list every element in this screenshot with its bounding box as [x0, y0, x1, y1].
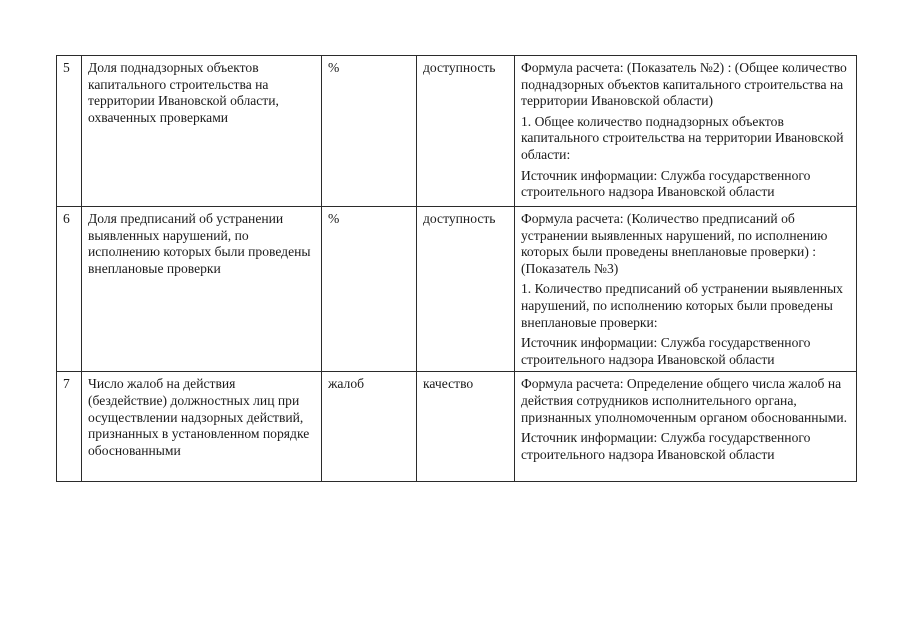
indicator-name: Доля поднадзорных объектов капитального строительства на территории Ивановской области, охваченных проверками [82, 56, 322, 207]
row-number: 5 [57, 56, 82, 207]
row-number: 6 [57, 207, 82, 372]
formula-text: Формула расчета: Определение общего числа жалоб на действия сотрудников исполнительного органа, признанных уполномоченным органом обоснованными. [521, 376, 847, 425]
information-source: Источник информации: Служба государственного строительного надзора Ивановской области [521, 167, 811, 200]
table-row [57, 372, 857, 482]
indicator-name: Доля предписаний об устранении выявленных нарушений, по исполнению которых были проведены внеплановые проверки [82, 207, 322, 372]
calculation-formula [515, 207, 857, 372]
row-number: 7 [57, 372, 82, 482]
information-source: Источник информации: Служба государственного строительного надзора Ивановской области [521, 335, 811, 367]
formula-text: Формула расчета: (Количество предписаний об устранении выявленных нарушений, по исполнению которых были проведены внеплановые проверки) : (Показатель №3) [521, 211, 828, 276]
indicator-type: качество [417, 372, 515, 482]
unit-of-measure: % [322, 207, 417, 372]
table-row [57, 207, 857, 372]
indicator-name: Число жалоб на действия (бездействие) должностных лиц при осуществлении надзорных действий, признанных в установленном порядке обоснованными [82, 372, 322, 482]
formula-text: Формула расчета: (Показатель №2) : (Общее количество поднадзорных объектов капитального строительства на территории Ивановской области) [521, 60, 847, 109]
table-row [57, 56, 857, 207]
calculation-formula [515, 56, 857, 207]
unit-of-measure: % [322, 56, 417, 207]
indicator-type: доступность [417, 56, 515, 207]
indicators-table [56, 55, 857, 482]
formula-component: 1. Количество предписаний об устранении выявленных нарушений, по исполнению которых были проведены внеплановые проверки: [521, 281, 843, 330]
information-source: Источник информации: Служба государственного строительного надзора Ивановской области [521, 430, 811, 462]
calculation-formula [515, 372, 857, 482]
indicator-type: доступность [417, 207, 515, 372]
formula-component: 1. Общее количество поднадзорных объектов капитального строительства на территории Ивановской области: [521, 113, 844, 162]
unit-of-measure: жалоб [322, 372, 417, 482]
